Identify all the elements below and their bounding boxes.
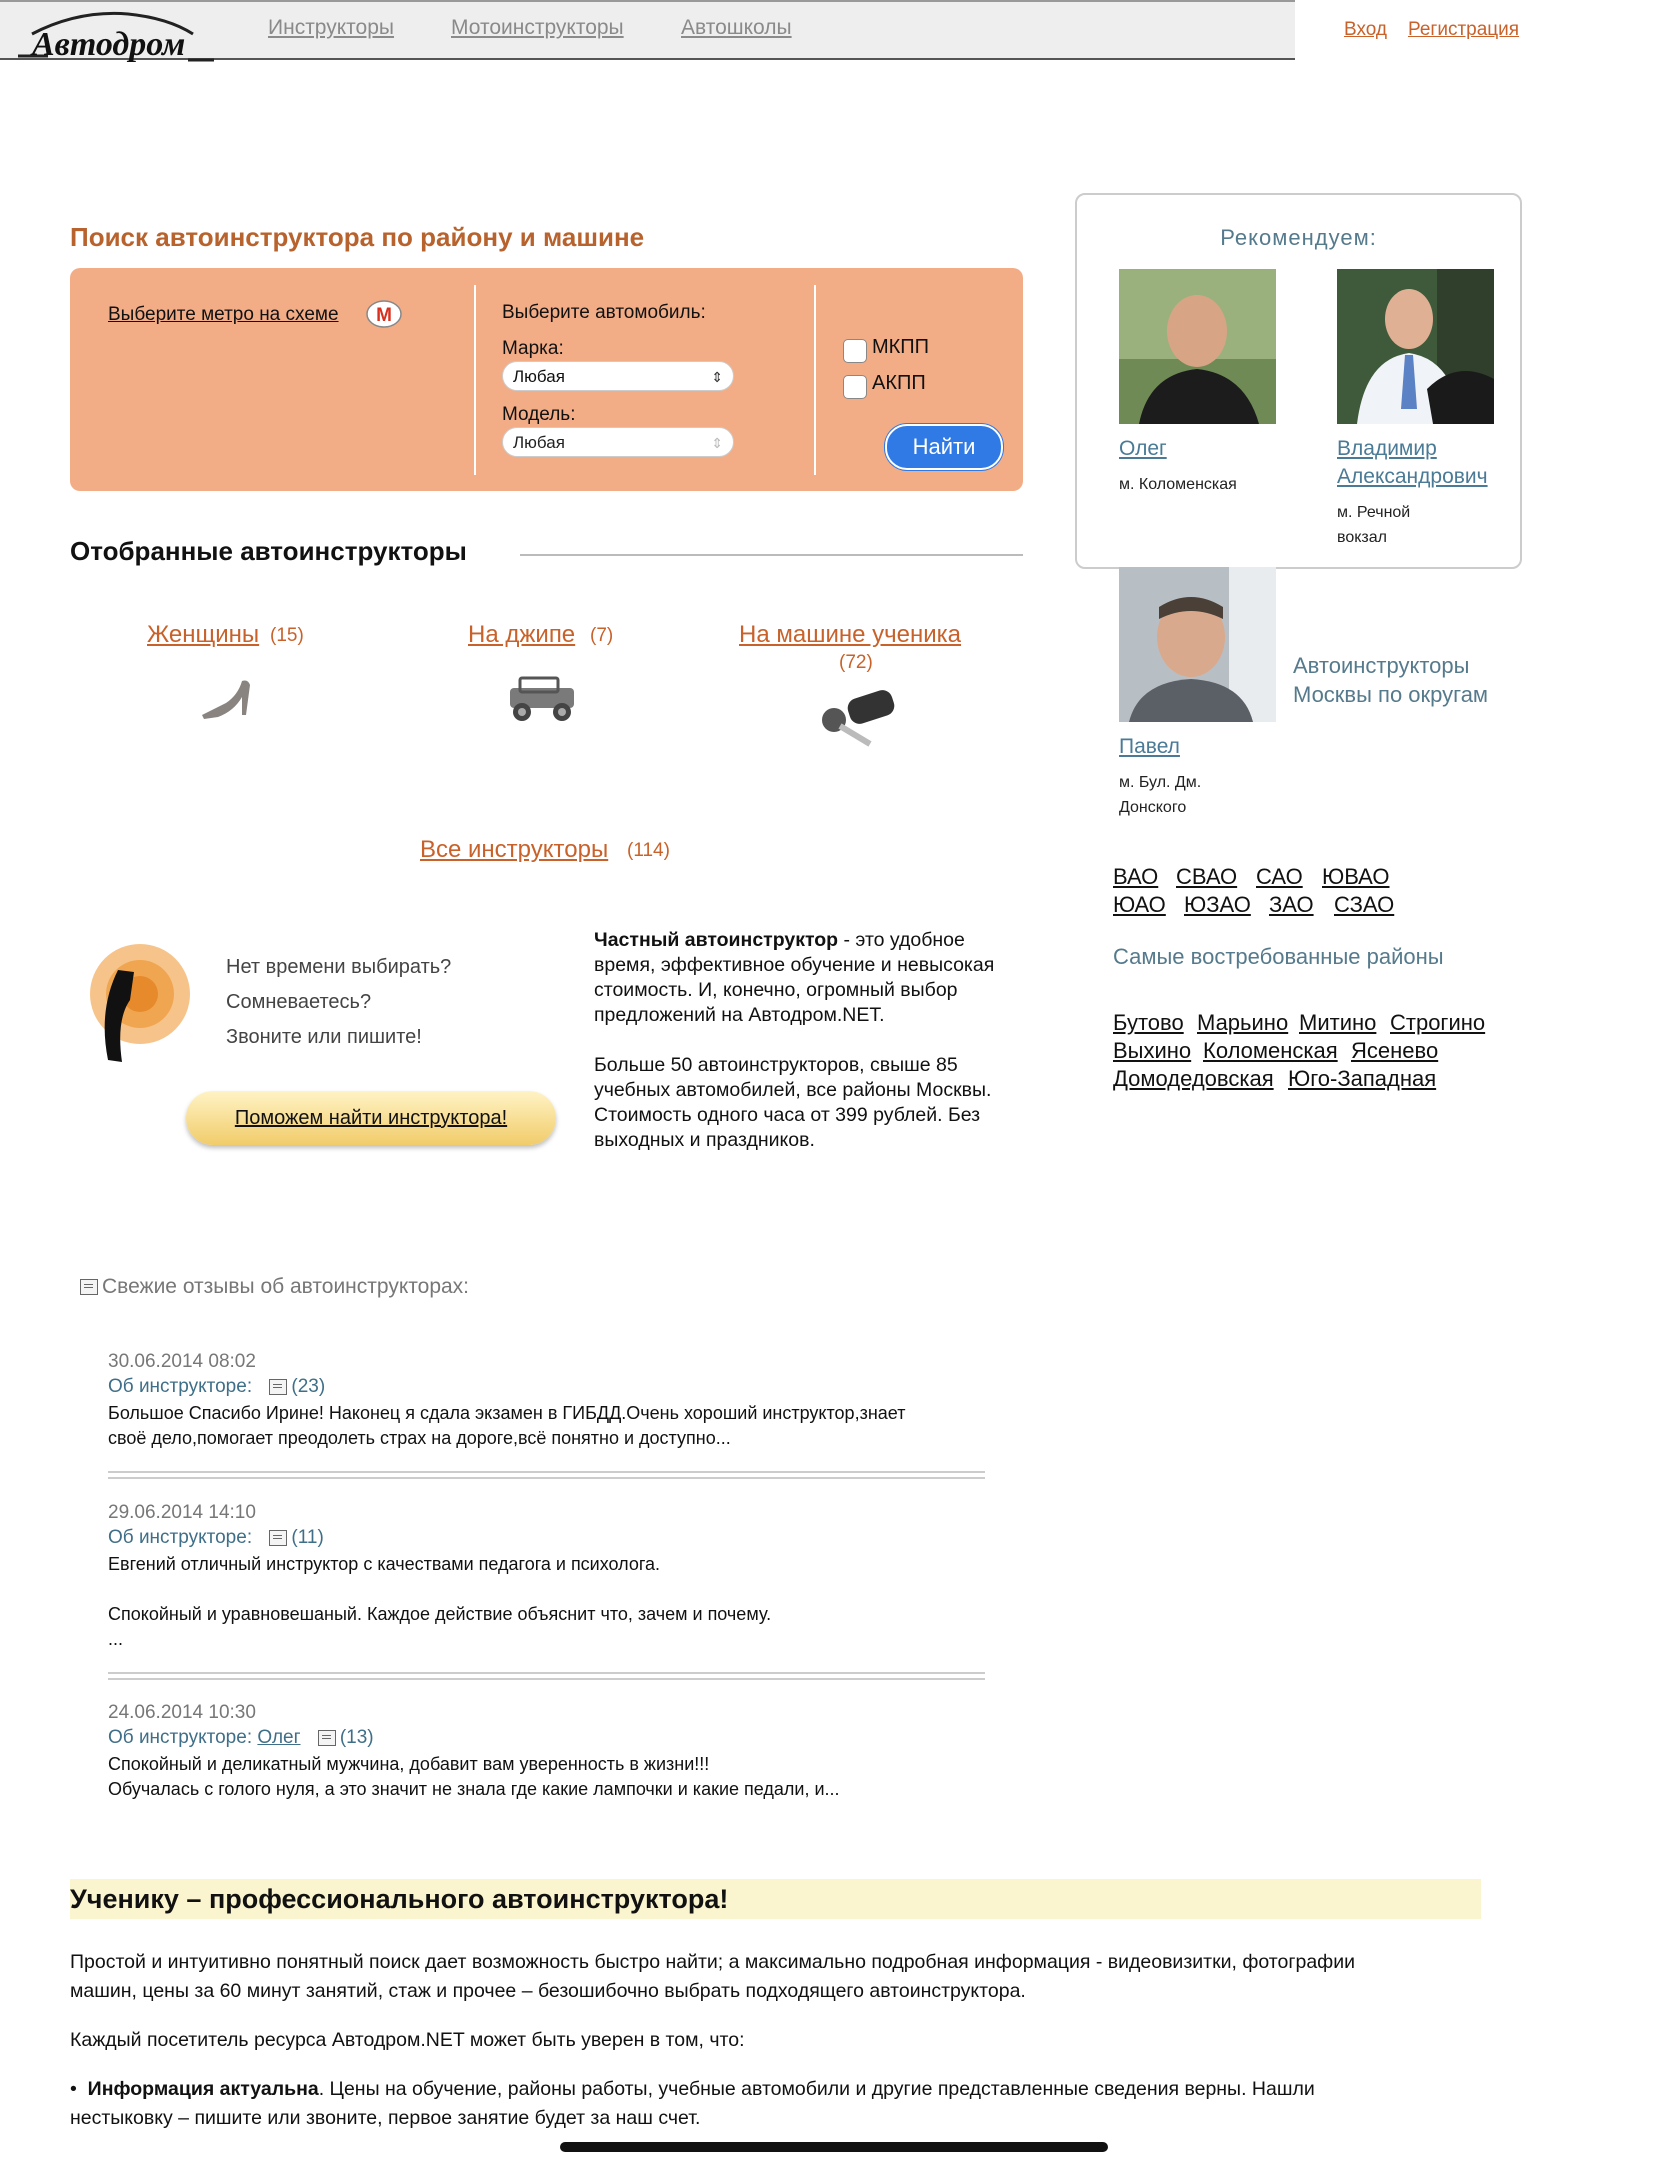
help-find-instructor-button[interactable]: Поможем найти инструктора! <box>186 1091 556 1145</box>
help-line-2: Сомневаетесь? <box>226 991 372 1013</box>
about-p1-line4: предложений на Автодром.NET. <box>594 1004 885 1026</box>
instructor-name-vladimir[interactable] <box>1337 435 1488 491</box>
akpp-label: АКПП <box>872 372 926 394</box>
review-date: 30.06.2014 08:02 <box>108 1351 256 1372</box>
review-date: 29.06.2014 14:10 <box>108 1502 256 1523</box>
rayon-link[interactable]: Митино <box>1299 1010 1377 1035</box>
brand-label: Марка: <box>502 338 564 359</box>
rayon-link[interactable]: Выхино <box>1113 1038 1192 1063</box>
login-link[interactable]: Вход <box>1344 19 1387 40</box>
instructor-metro-line2: вокзал <box>1337 529 1387 546</box>
instructor-metro-pavel <box>1119 770 1201 820</box>
category-women-link[interactable]: Женщины <box>147 621 260 648</box>
instructor-metro-oleg: м. Коломенская <box>1119 476 1237 493</box>
help-line-1: Нет времени выбирать? <box>226 956 452 978</box>
instructor-name-line1: Владимир <box>1337 437 1437 460</box>
bullet-bold: Информация актуальна <box>87 2078 319 2100</box>
jeep-icon[interactable] <box>500 672 584 724</box>
note-icon <box>80 1279 98 1295</box>
review-separator <box>108 1471 985 1479</box>
review-about <box>108 1376 325 1398</box>
review-date: 24.06.2014 10:30 <box>108 1702 256 1723</box>
all-instructors-link[interactable]: Все инструкторы <box>420 836 609 863</box>
chevron-updown-icon: ⇕ <box>711 435 723 451</box>
about-p2-line3: Стоимость одного часа от 399 рублей. Без <box>594 1104 981 1126</box>
rayon-link[interactable]: Юго-Западная <box>1288 1066 1437 1091</box>
about-p1-rest: - это удобное <box>838 929 965 951</box>
bottom-paragraph-2: Каждый посетитель ресурса Автодром.NET может быть уверен в том, что: <box>70 2029 745 2051</box>
metro-icon-letter: М <box>376 305 392 326</box>
title-divider <box>520 554 1023 556</box>
car-select-label: Выберите автомобиль: <box>502 302 706 323</box>
all-instructors-count: (114) <box>627 840 670 861</box>
search-divider <box>474 285 476 475</box>
brand-select-value: Любая <box>513 367 565 386</box>
about-p2-line1: Больше 50 автоинструкторов, свыше 85 <box>594 1054 958 1076</box>
rayon-title: Самые востребованные районы <box>1113 944 1444 969</box>
instructor-metro-vladimir <box>1337 500 1410 550</box>
about-p2-line2: учебных автомобилей, все районы Москвы. <box>594 1079 992 1101</box>
bottom-bullet <box>70 2075 1470 2133</box>
about-p1-line3: стоимость. И, конечно, огромный выбор <box>594 979 958 1001</box>
okrug-link[interactable]: ЮАО <box>1113 892 1166 917</box>
review-text <box>108 1552 1008 1652</box>
help-line-3: Звоните или пишите! <box>226 1026 422 1048</box>
review-line-1: Евгений отличный инструктор с качествами педагога и психолога. <box>108 1554 661 1574</box>
car-key-icon[interactable] <box>812 690 904 750</box>
selected-title: Отобранные автоинструкторы <box>70 536 467 566</box>
about-text-p2 <box>594 1053 1034 1153</box>
instructor-name-line2: Александрович <box>1337 465 1488 488</box>
about-bold: Частный автоинструктор <box>594 929 839 951</box>
category-women-count: (15) <box>270 625 304 646</box>
review-count[interactable]: (11) <box>291 1527 324 1548</box>
metro-icon[interactable] <box>366 300 402 328</box>
category-student-car-link[interactable]: На машине ученика <box>739 621 962 648</box>
logo-text: Автодром <box>32 26 186 63</box>
rayon-link[interactable]: Марьино <box>1197 1010 1289 1035</box>
instructor-photo-oleg[interactable] <box>1119 269 1276 424</box>
okrug-link[interactable]: СВАО <box>1176 864 1238 889</box>
chevron-updown-icon: ⇕ <box>711 369 723 385</box>
review-text <box>108 1752 1008 1802</box>
bullet-line2: нестыковку – пишите или звоните, первое занятие будет за наш счет. <box>70 2107 701 2129</box>
category-jeep-link[interactable]: На джипе <box>468 621 576 648</box>
brand-select[interactable] <box>502 361 734 391</box>
mkpp-checkbox[interactable] <box>843 339 867 363</box>
rayon-link[interactable]: Ясенево <box>1351 1038 1439 1063</box>
category-jeep-count: (7) <box>590 625 614 646</box>
review-about-label: Об инструкторе: <box>108 1376 253 1397</box>
metro-map-link[interactable]: Выберите метро на схеме <box>108 304 339 325</box>
review-instructor-link[interactable]: Олег <box>257 1727 301 1748</box>
okrug-link[interactable]: СЗАО <box>1334 892 1395 917</box>
okrug-title-line1: Автоинструкторы <box>1293 653 1470 678</box>
site-logo[interactable] <box>18 4 218 64</box>
register-link[interactable]: Регистрация <box>1408 19 1520 40</box>
model-select[interactable] <box>502 427 734 457</box>
rayon-link[interactable]: Коломенская <box>1203 1038 1338 1063</box>
akpp-checkbox[interactable] <box>843 375 867 399</box>
instructor-metro-line2: Донского <box>1119 799 1187 816</box>
home-indicator[interactable] <box>560 2142 1108 2152</box>
bullet-dot: • <box>70 2078 88 2100</box>
review-separator <box>108 1672 985 1680</box>
review-line-2: Спокойный и уравновешаный. Каждое действие объяснит что, зачем и почему. <box>108 1604 772 1624</box>
review-about-label: Об инструкторе: <box>108 1527 253 1548</box>
bottom-p1-line1: Простой и интуитивно понятный поиск дает возможность быстро найти; а максимально подробная информация - видеовизитки, фотографии <box>70 1951 1355 1973</box>
review-line-1: Спокойный и деликатный мужчина, добавит вам уверенность в жизни!!! <box>108 1754 710 1774</box>
about-text-p1 <box>594 928 1034 1028</box>
review-line-3: ... <box>108 1629 124 1649</box>
high-heel-icon[interactable] <box>198 675 256 723</box>
nav-driving-schools[interactable]: Автошколы <box>681 16 792 39</box>
okrug-link[interactable]: ЮЗАО <box>1184 892 1251 917</box>
instructor-metro-line1: м. Речной <box>1337 504 1411 521</box>
mkpp-label: МКПП <box>872 336 930 358</box>
review-about <box>108 1527 324 1549</box>
rayon-link[interactable]: Бутово <box>1113 1010 1184 1035</box>
model-label: Модель: <box>502 404 576 425</box>
review-line-2: своё дело,помогает преодолеть страх на дороге,всё понятно и доступно... <box>108 1428 731 1448</box>
review-note-icon[interactable] <box>318 1730 336 1746</box>
review-about-label: Об инструкторе: <box>108 1727 253 1748</box>
okrug-title-line2: Москвы по округам <box>1293 682 1489 707</box>
okrug-title <box>1293 651 1488 709</box>
about-p1-line2: время, эффективное обучение и невысокая <box>594 954 995 976</box>
bottom-p1-line2: машин, цены за 60 минут занятий, стаж и прочее – безошибочно выбрать подходящего автоинструктора. <box>70 1980 1026 2002</box>
instructor-photo-vladimir[interactable] <box>1337 269 1494 424</box>
nav-moto-instructors[interactable]: Мотоинструкторы <box>451 16 624 39</box>
search-divider <box>814 285 816 475</box>
search-panel <box>70 268 1023 491</box>
review-count[interactable]: (23) <box>291 1376 326 1397</box>
review-text <box>108 1401 1008 1451</box>
bottom-paragraph-1 <box>70 1948 1470 2006</box>
reviews-title-text: Свежие отзывы об автоинструкторах: <box>102 1275 470 1298</box>
model-select-value: Любая <box>513 433 565 452</box>
reviews-title <box>80 1275 469 1299</box>
instructor-name-pavel[interactable]: Павел <box>1119 735 1180 758</box>
review-about <box>108 1727 374 1749</box>
find-button[interactable]: Найти <box>885 424 1003 470</box>
instructor-photo-pavel[interactable] <box>1119 567 1276 722</box>
review-note-icon[interactable] <box>269 1530 287 1546</box>
about-p2-line4: выходных и праздников. <box>594 1129 815 1151</box>
instructor-name-oleg[interactable]: Олег <box>1119 437 1167 460</box>
okrug-link[interactable]: САО <box>1256 864 1303 889</box>
bullet-rest: . Цены на обучение, районы работы, учебные автомобили и другие представленные сведения верны. Нашли <box>318 2078 1315 2100</box>
review-count[interactable]: (13) <box>339 1727 374 1748</box>
okrug-link[interactable]: ЗАО <box>1269 892 1314 917</box>
review-line-2: Обучалась с голого нуля, а это значит не знала где какие лампочки и какие педали, и... <box>108 1779 840 1799</box>
okrug-link[interactable]: ЮВАО <box>1322 864 1390 889</box>
instructor-metro-line1: м. Бул. Дм. <box>1119 774 1202 791</box>
search-title: Поиск автоинструктора по району и машине <box>70 222 645 252</box>
bottom-title: Ученику – профессионального автоинструктора! <box>70 1879 1481 1919</box>
rayon-link[interactable]: Домодедовская <box>1113 1066 1274 1091</box>
review-note-icon[interactable] <box>269 1379 287 1395</box>
review-line-1: Большое Спасибо Ирине! Наконец я сдала экзамен в ГИБДД.Очень хороший инструктор,знает <box>108 1403 906 1423</box>
nav-instructors[interactable]: Инструкторы <box>268 16 395 39</box>
phone-icon <box>78 940 198 1075</box>
category-student-car-count: (72) <box>839 652 873 673</box>
recommended-title: Рекомендуем: <box>1220 225 1377 250</box>
rayon-link[interactable]: Строгино <box>1390 1010 1486 1035</box>
okrug-link[interactable]: ВАО <box>1113 864 1159 889</box>
